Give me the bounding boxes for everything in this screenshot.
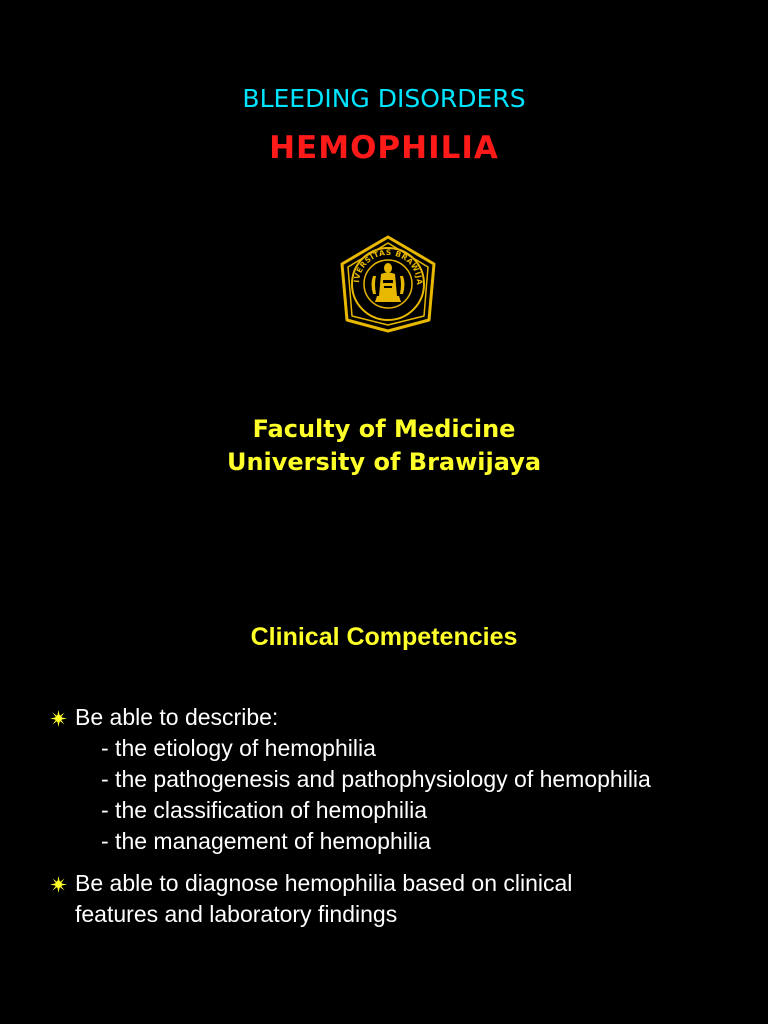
bullet-item bbox=[50, 702, 651, 857]
bullet-row bbox=[50, 868, 572, 899]
sub-item: - the etiology of hemophilia bbox=[101, 735, 376, 761]
sub-item: - the management of hemophilia bbox=[101, 828, 431, 854]
bullet-text: Be able to diagnose hemophilia based on clinical bbox=[75, 870, 573, 896]
sunburst-bullet-icon bbox=[50, 876, 67, 893]
bullet-text-continued: features and laboratory findings bbox=[75, 901, 398, 927]
bullet-row bbox=[50, 702, 651, 733]
bullet-text: Be able to describe: bbox=[75, 704, 279, 730]
svg-text:UNIVERSITAS BRAWIJAYA: IVERSITAS BRAWIJA bbox=[352, 247, 425, 285]
competencies-slide bbox=[0, 512, 768, 1024]
slide-title: HEMOPHILIA bbox=[269, 130, 499, 166]
bullet-item bbox=[50, 868, 572, 930]
competencies-title: Clinical Competencies bbox=[250, 623, 518, 651]
sub-item: - the classification of hemophilia bbox=[101, 797, 427, 823]
university-name: University of Brawijaya bbox=[226, 448, 542, 476]
sub-item: - the pathogenesis and pathophysiology of hemophilia bbox=[101, 766, 651, 792]
faculty-name: Faculty of Medicine bbox=[252, 415, 516, 443]
sunburst-bullet-icon bbox=[50, 710, 67, 727]
university-emblem-icon bbox=[337, 234, 439, 334]
slide-subtitle: BLEEDING DISORDERS bbox=[242, 84, 526, 113]
